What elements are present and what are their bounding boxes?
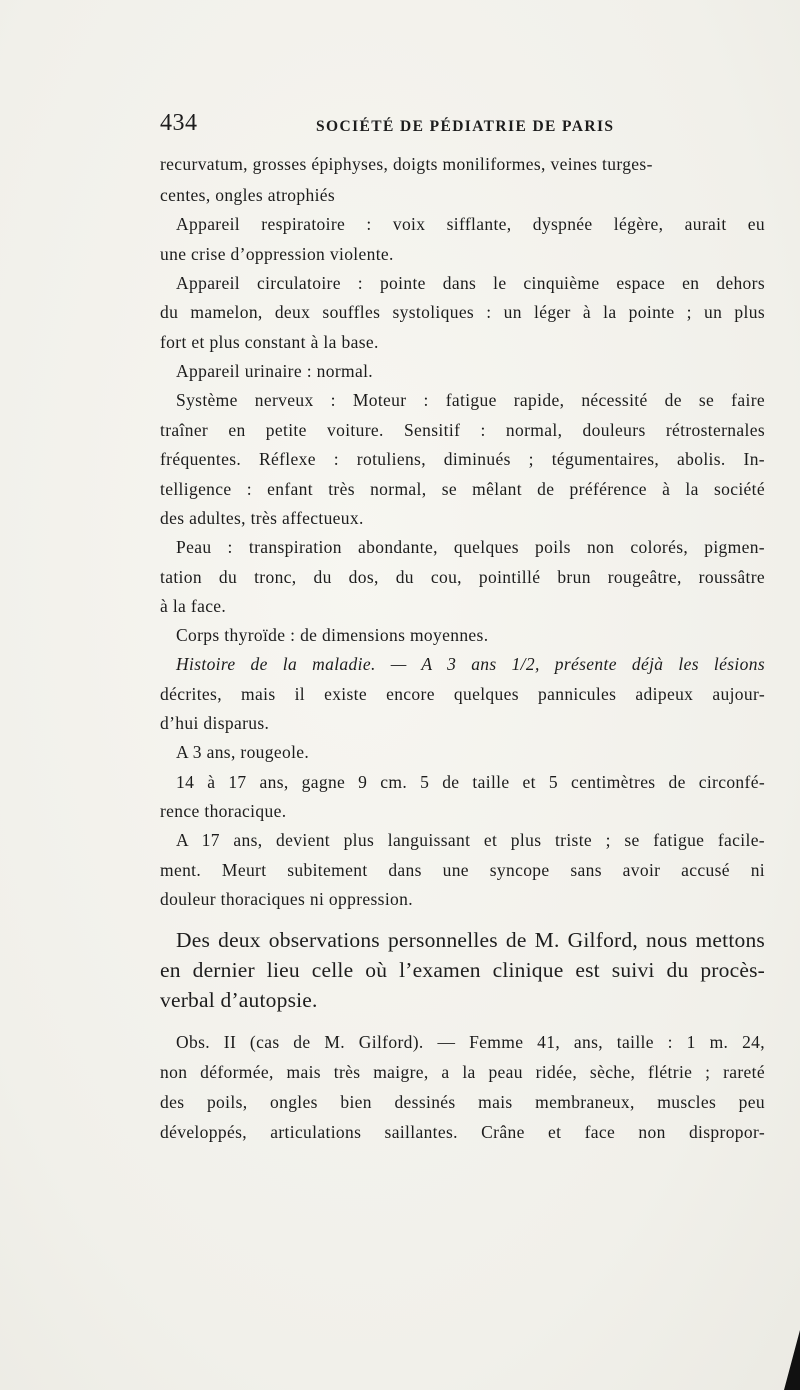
text-line: du mamelon, deux souffles systoliques : un léger à la pointe ; un plus (160, 302, 765, 322)
text-line: centes, ongles atrophiés (160, 185, 336, 205)
text-line: douleur thoraciques ni oppression. (160, 889, 413, 909)
text-line: à la face. (160, 596, 227, 616)
text-line: une crise d’oppression violente. (160, 244, 394, 264)
text-line: 14 à 17 ans, gagne 9 cm. 5 de taille et 5 centimètres de circonfé- (176, 772, 765, 792)
text-line: recurvatum, grosses épiphyses, doigts moniliformes, veines turges- (160, 154, 653, 174)
text-line: en dernier lieu celle où l’examen clinique est suivi du procès- (160, 958, 765, 982)
text-line: Appareil urinaire : normal. (176, 361, 374, 381)
text-line: fréquentes. Réflexe : rotuliens, diminués ; tégumentaires, abolis. In- (160, 449, 765, 469)
text-line: tation du tronc, du dos, du cou, pointillé brun rougeâtre, roussâtre (160, 567, 765, 587)
text-line: Peau : transpiration abondante, quelques poils non colorés, pigmen- (176, 537, 765, 557)
text-line: Appareil respiratoire : voix sifflante, dyspnée légère, aurait eu (176, 214, 765, 234)
text-line: Système nerveux : Moteur : fatigue rapide, nécessité de se faire (176, 390, 765, 410)
page-header (160, 110, 760, 140)
page-corner-shadow (784, 1330, 800, 1390)
page-number: 434 (160, 110, 198, 136)
text-line: Histoire de la maladie. — A 3 ans 1/2, présente déjà les lésions (176, 654, 765, 674)
text-line: verbal d’autopsie. (160, 988, 318, 1012)
text-line: Des deux observations personnelles de M. Gilford, nous mettons (176, 928, 765, 952)
text-line: fort et plus constant à la base. (160, 332, 379, 352)
text-line: Corps thyroïde : de dimensions moyennes. (176, 625, 489, 645)
text-line: rence thoracique. (160, 801, 287, 821)
text-line: ment. Meurt subitement dans une syncope sans avoir accusé ni (160, 860, 765, 880)
running-head: SOCIÉTÉ DE PÉDIATRIE DE PARIS (316, 118, 615, 135)
text-line: décrites, mais il existe encore quelques pannicules adipeux aujour- (160, 684, 765, 704)
text-line: A 3 ans, rougeole. (176, 742, 310, 762)
text-line: Obs. II (cas de M. Gilford). — Femme 41, ans, taille : 1 m. 24, (176, 1032, 765, 1052)
text-line: non déformée, mais très maigre, a la peau ridée, sèche, flétrie ; rareté (160, 1062, 765, 1082)
text-line: développés, articulations saillantes. Crâne et face non dispropor- (160, 1122, 765, 1142)
text-line: Appareil circulatoire : pointe dans le cinquième espace en dehors (176, 273, 765, 293)
text-line: d’hui disparus. (160, 713, 270, 733)
text-line: A 17 ans, devient plus languissant et plus triste ; se fatigue facile- (176, 830, 765, 850)
text-line: des poils, ongles bien dessinés mais membraneux, muscles peu (160, 1092, 765, 1112)
text-line: telligence : enfant très normal, se mêlant de préférence à la société (160, 479, 765, 499)
text-line: traîner en petite voiture. Sensitif : normal, douleurs rétrosternales (160, 420, 765, 440)
text-line: des adultes, très affectueux. (160, 508, 364, 528)
